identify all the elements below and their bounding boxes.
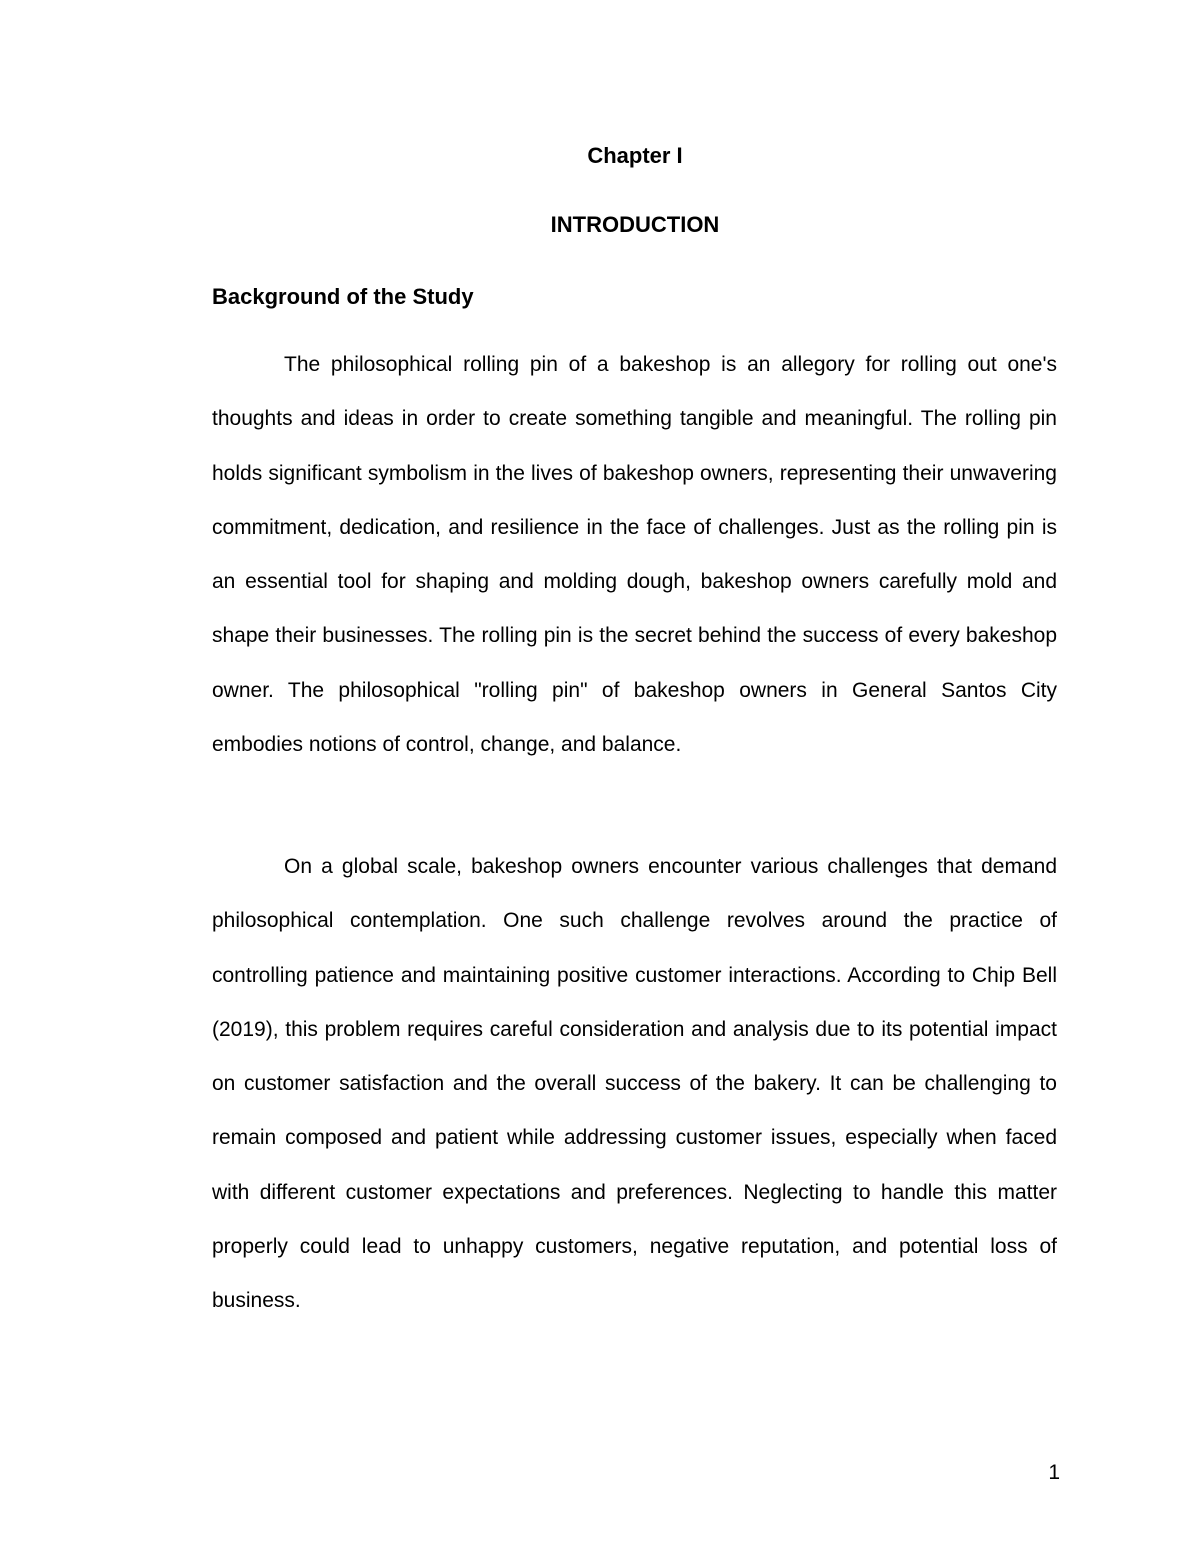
page-number: 1	[1048, 1461, 1060, 1484]
body-paragraph-2: On a global scale, bakeshop owners encounter various challenges that demand philosophical contemplation. One such challenge revolves around the practice of controlling patience and maintaining positive customer interactions. According to Chip Bell (2019), this problem requires careful consideration and analysis due to its potential impact on customer satisfaction and the overall success of the bakery. It can be challenging to remain composed and patient while addressing customer issues, especially when faced with different customer expectations and preferences. Neglecting to handle this matter properly could lead to unhappy customers, negative reputation, and potential loss of business.	[212, 855, 1057, 1313]
section-heading: Background of the Study	[212, 284, 474, 309]
chapter-label: Chapter I	[587, 143, 683, 168]
body-paragraph-1: The philosophical rolling pin of a bakeshop is an allegory for rolling out one's thoughts and ideas in order to create something tangible and meaningful. The rolling pin holds significant symbolism in the lives of bakeshop owners, representing their unwavering commitment, dedication, and resilience in the face of challenges. Just as the rolling pin is an essential tool for shaping and molding dough, bakeshop owners carefully mold and shape their businesses. The rolling pin is the secret behind the success of every bakeshop owner. The philosophical "rolling pin" of bakeshop owners in General Santos City embodies notions of control, change, and balance.	[212, 353, 1057, 757]
chapter-title: INTRODUCTION	[550, 212, 720, 237]
